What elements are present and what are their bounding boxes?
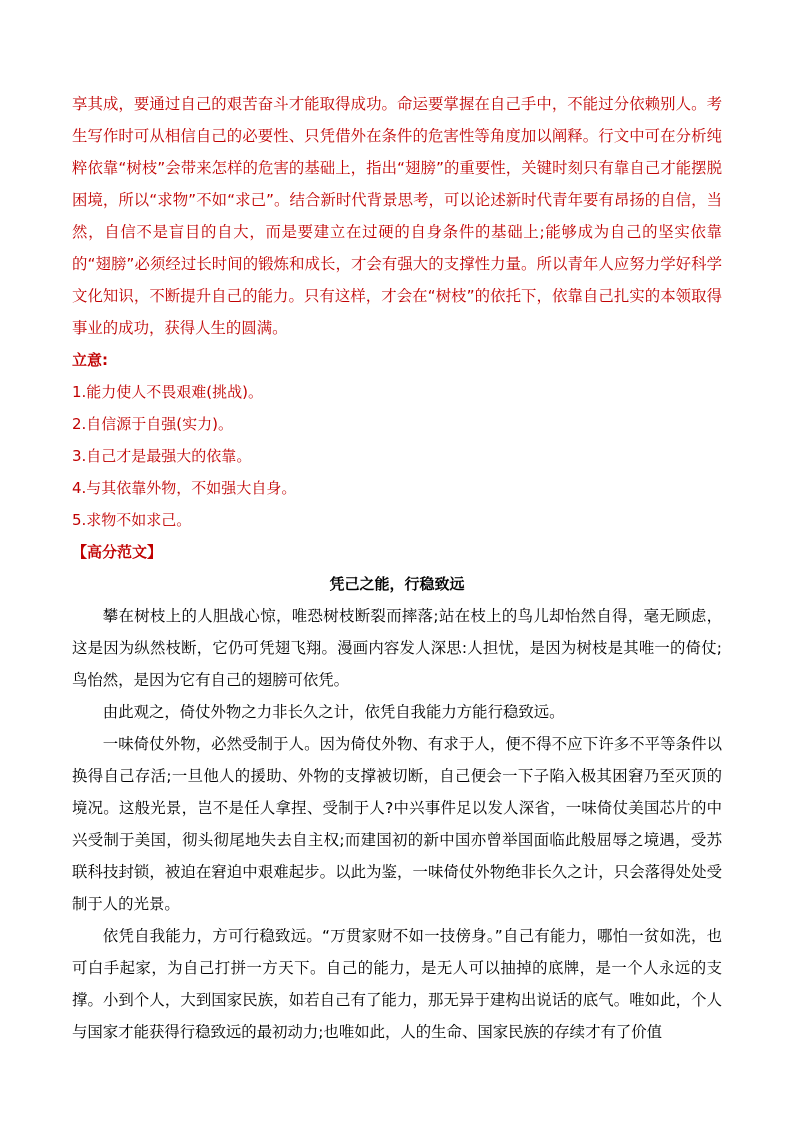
theme-point-3: 3.自己才是最强大的依靠。 (72, 447, 252, 465)
theme-points-list (72, 376, 722, 536)
theme-point-2: 2.自信源于自强(实力)。 (72, 415, 234, 433)
theme-point-4: 4.与其依靠外物，不如强大自身。 (72, 479, 297, 497)
document-page (72, 88, 722, 1048)
essay-paragraph-1: 攀在树枝上的人胆战心惊，唯恐树枝断裂而摔落;站在枝上的鸟儿却怡然自得，毫无顾虑，这是因为纵然枝断，它仍可凭翅飞翔。漫画内容发人深思:人担忧，是因为树枝是其唯一的倚仗;鸟怡然，是因为它有自己的翅膀可依凭。 (72, 607, 722, 689)
essay-body (72, 600, 722, 1048)
essay-paragraph-3: 一味倚仗外物，必然受制于人。因为倚仗外物、有求于人，便不得不应下许多不平等条件以换得自己存活;一旦他人的援助、外物的支撑被切断，自己便会一下子陷入极其困窘乃至灭顶的境况。这般光景，岂不是任人拿捏、受制于人?中兴事件足以发人深省，一味倚仗美国芯片的中兴受制于美国，彻头彻尾地失去自主权;而建国初的新中国亦曾举国面临此般屈辱之境遇，受苏联科技封锁，被迫在窘迫中艰难起步。以此为鉴，一味倚仗外物绝非长久之计，只会落得处处受制于人的光景。 (72, 735, 722, 913)
theme-point-1: 1.能力使人不畏艰难(挑战)。 (72, 383, 264, 401)
essay-paragraph-4: 依凭自我能力，方可行稳致远。“万贯家财不如一技傍身。”自己有能力，哪怕一贫如洗，也可白手起家，为自己打拼一方天下。自己的能力，是无人可以抽掉的底牌，是一个人永远的支撑。小到个人，大到国家民族，如若自己有了能力，那无异于建构出说话的底气。唯如此，个人与国家才能获得行稳致远的最初动力;也唯如此，人的生命、国家民族的存续才有了价值 (72, 927, 722, 1041)
analysis-paragraph: 享其成，要通过自己的艰苦奋斗才能取得成功。命运要掌握在自己手中，不能过分依赖别人。考生写作时可从相信自己的必要性、只凭借外在条件的危害性等角度加以阐释。行文中可在分析纯粹依靠“树枝”会带来怎样的危害的基础上，指出“翅膀”的重要性，关键时刻只有靠自己才能摆脱困境，所以“求物”不如“求己”。结合新时代背景思考，可以论述新时代青年要有昂扬的自信，当然，自信不是盲目的自大，而是要建立在过硬的自身条件的基础上;能够成为自己的坚实依靠的“翅膀”必须经过长时间的锻炼和成长，才会有强大的支撑性力量。所以青年人应努力学好科学文化知识，不断提升自己的能力。只有这样，才会在“树枝”的依托下，依靠自己扎实的本领取得事业的成功，获得人生的圆满。 (72, 95, 722, 337)
essay-paragraph-2: 由此观之，倚仗外物之力非长久之计，依凭自我能力方能行稳致远。 (102, 703, 565, 721)
theme-point-5: 5.求物不如求己。 (72, 511, 192, 529)
theme-heading: 立意: (72, 351, 108, 369)
sample-essay-heading: 【高分范文】 (72, 543, 163, 561)
essay-title: 凭己之能，行稳致远 (329, 575, 465, 593)
